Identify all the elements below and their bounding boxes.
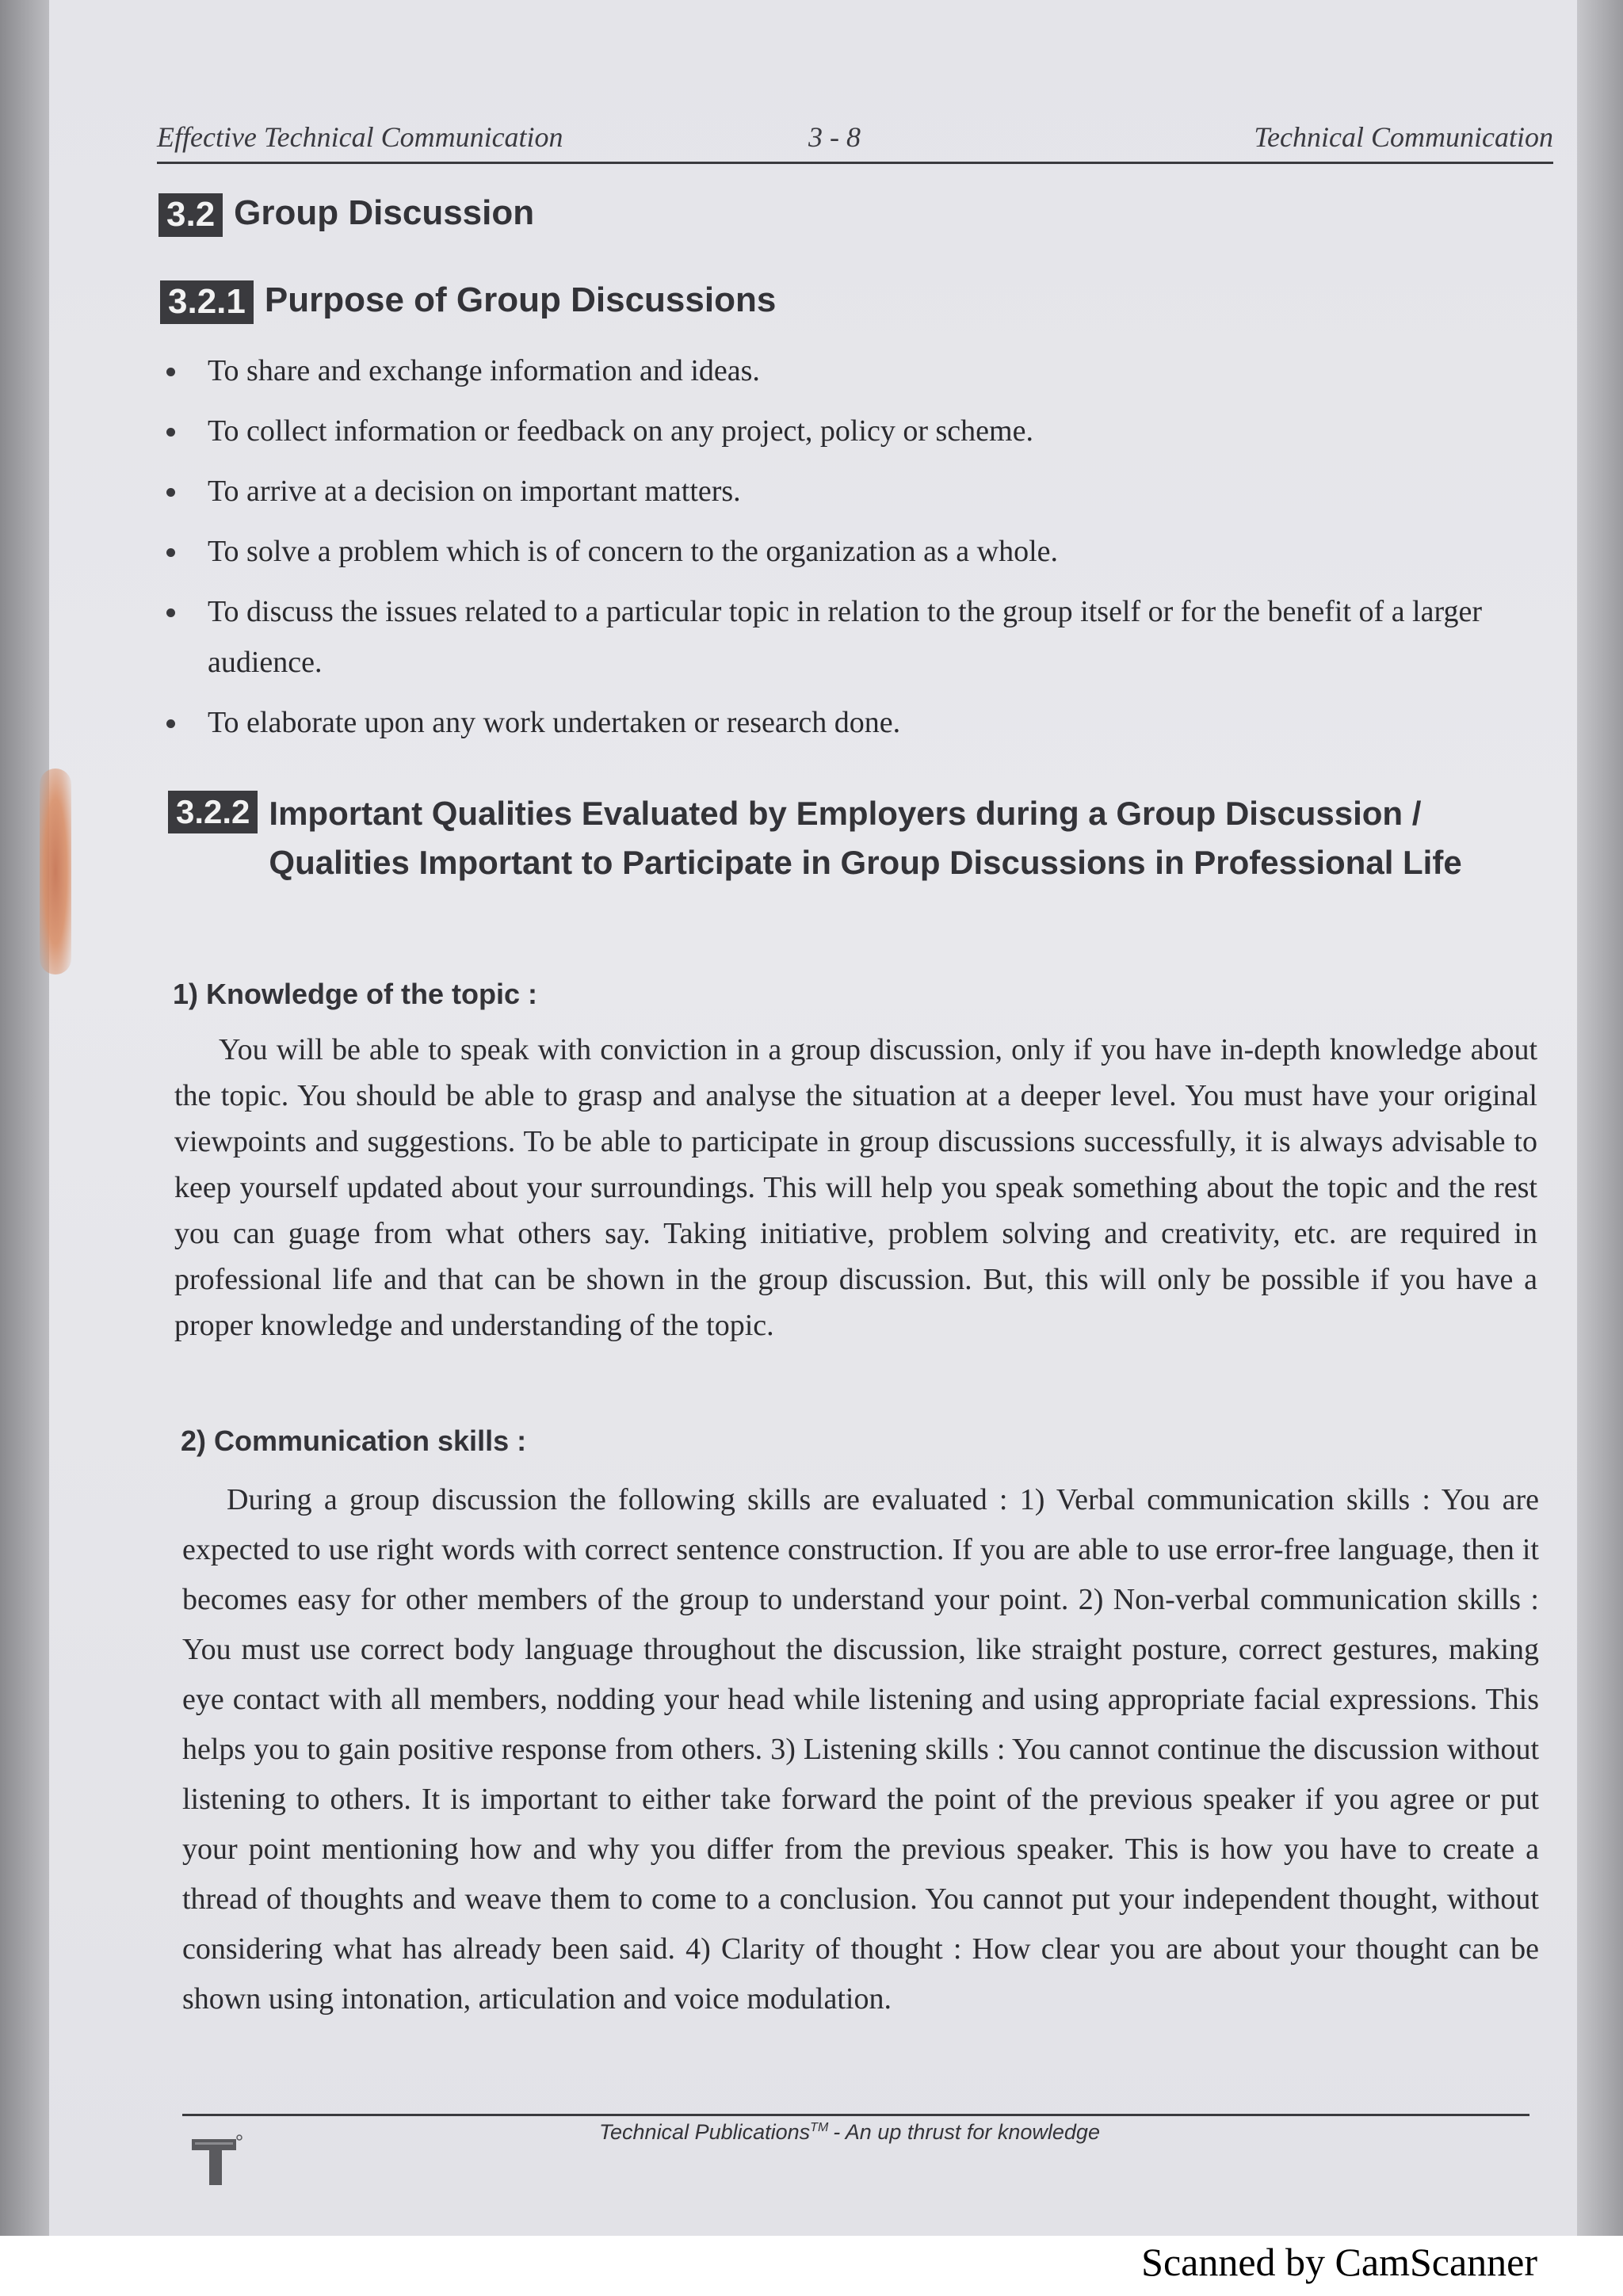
scanner-watermark: Scanned by CamScanner — [1141, 2240, 1537, 2284]
subsection-title: Important Qualities Evaluated by Employers during a Group Discussion / Qualities Important to Participate in Group Discussions in Professional Life — [269, 795, 1462, 881]
running-header-chapter-title: Technical Communication — [1254, 121, 1553, 153]
footer-divider — [182, 2114, 1529, 2116]
bullet-item: To elaborate upon any work undertaken or research done. — [158, 697, 1553, 748]
subsection-number: 3.2.2 — [168, 791, 258, 833]
item-paragraph-communication: During a group discussion the following skills are evaluated : 1) Verbal communication skills : You are expected to use right words with correct sentence construction. If you are able to use error-free language, then it becomes easy for other members of the group to understand your point. 2) Non-verbal communication skills : You must use correct body language throughout the discussion, like straight posture, correct gestures, making eye contact with all members, nodding your head while listening and using appropriate facial expressions. This helps you to gain positive response from others. 3) Listening skills : You cannot continue the discussion without listening to others. It is important to either take forward the point of the previous speaker if you agree or put your point mentioning how and why you differ from the previous speaker. This is how you have to create a thread of thoughts and weave them to come to a conclusion. You cannot put your independent thought, without considering what has already been said. 4) Clarity of thought : How clear you are about your thought can be shown using intonation, articulation and voice modulation. — [182, 1483, 1539, 2016]
bullet-item: To discuss the issues related to a particular topic in relation to the group itself or for the benefit of a larger audience. — [158, 586, 1553, 688]
running-header — [157, 117, 1553, 164]
footer-tagline: - An up thrust for knowledge — [833, 2120, 1100, 2144]
bullet-item: To collect information or feedback on any project, policy or scheme. — [158, 406, 1553, 456]
bullet-item: To share and exchange information and ideas. — [158, 345, 1553, 396]
footer-trademark: TM — [810, 2121, 829, 2134]
subsection-heading-qualities — [168, 789, 1547, 887]
item-heading-knowledge: 1) Knowledge of the topic : — [173, 978, 537, 1010]
publisher-logo-icon — [189, 2131, 244, 2188]
section-heading — [158, 193, 534, 237]
running-header-page-number: 3 - 8 — [808, 121, 861, 153]
footer-publisher: Technical Publications — [599, 2120, 811, 2144]
subsection-title: Purpose of Group Discussions — [264, 280, 777, 319]
section-number: 3.2 — [158, 193, 223, 237]
purpose-bullet-list — [158, 345, 1553, 757]
finger-shadow — [40, 769, 71, 974]
running-header-book-title: Effective Technical Communication — [157, 121, 563, 153]
subsection-number: 3.2.1 — [160, 280, 254, 324]
footer-publisher-line — [599, 2120, 1100, 2145]
section-title: Group Discussion — [234, 193, 535, 232]
page-left-shadow — [0, 0, 49, 2236]
page-right-shadow — [1577, 0, 1623, 2236]
bullet-item: To solve a problem which is of concern to the organization as a whole. — [158, 526, 1553, 577]
subsection-heading-purpose — [160, 280, 776, 324]
item-paragraph-knowledge: You will be able to speak with conviction in a group discussion, only if you have in-depth knowledge about the topic. You should be able to grasp and analyse the situation at a deeper level. You must have your original viewpoints and suggestions. To be able to participate in group discussions successfully, it is always advisable to keep yourself updated about your surroundings. This will help you speak something about the topic and the rest you can guage from what others say. Taking initiative, problem solving and creativity, etc. are required in professional life and that can be shown in the group discussion. But, this will only be possible if you have a proper knowledge and understanding of the topic. — [174, 1033, 1537, 1342]
item-heading-communication: 2) Communication skills : — [181, 1425, 527, 1457]
bullet-item: To arrive at a decision on important matters. — [158, 466, 1553, 517]
